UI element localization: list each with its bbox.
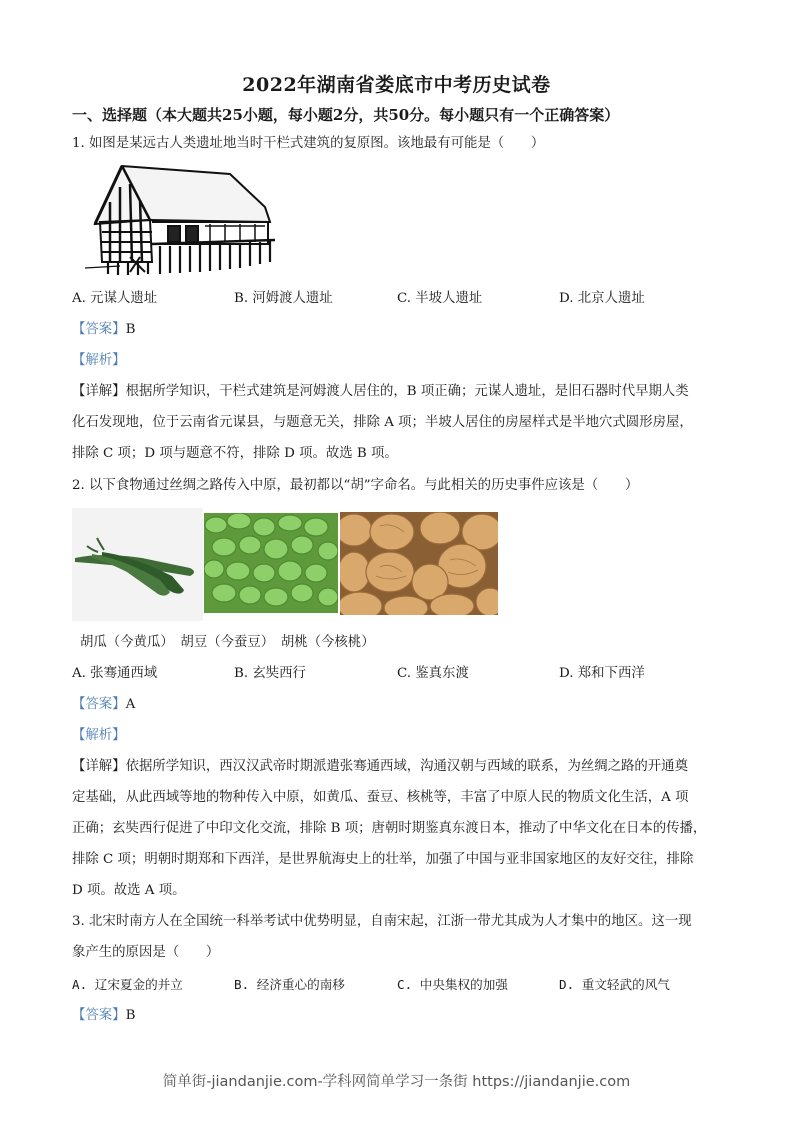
question-1-detail-line-2: 化石发现地，位于云南省元谋县，与题意无关，排除 A 项；半坡人居住的房屋样式是半地穴式圆形房屋，: [72, 415, 693, 430]
section-heading: 一、选择题（本大题共25小题，每小题2分，共50分。每小题只有一个正确答案）: [72, 106, 620, 124]
option-c[interactable]: C. 中央集权的加强: [397, 977, 508, 992]
detail-label: 【详解】: [72, 384, 126, 399]
cucumber-photo: [72, 508, 203, 621]
answer-value: A: [125, 697, 136, 712]
question-1-detail-line-1: 【详解】根据所学知识，干栏式建筑是河姆渡人居住的，B 项正确；元谋人遗址，是旧石器时代早期人类: [72, 384, 689, 399]
question-2-answer: [72, 695, 135, 715]
question-3-stem-line-2: 象产生的原因是（ ）: [72, 945, 220, 960]
question-1-answer: [72, 320, 135, 340]
option-a[interactable]: A. 张骞通西域: [72, 666, 158, 681]
question-3-stem-line-1: 3. 北宋时南方人在全国统一科举考试中优势明显，自南宋起，江浙一带尤其成为人才集中的地区。这一现: [72, 914, 692, 929]
question-1-analysis-label: [72, 351, 126, 371]
option-a[interactable]: A. 元谋人遗址: [72, 291, 158, 306]
answer-label: 【答案】: [72, 697, 126, 712]
answer-value: B: [125, 322, 136, 337]
question-3-answer: [72, 1006, 135, 1026]
detail-label: 【详解】: [72, 759, 126, 774]
option-d[interactable]: D. 重文轻武的风气: [559, 977, 670, 992]
question-2-detail-line-1: 【详解】依据所学知识，西汉汉武帝时期派遣张骞通西域，沟通汉朝与西域的联系，为丝绸之路的开通奠: [72, 759, 688, 774]
option-b[interactable]: B. 河姆渡人遗址: [234, 291, 333, 306]
option-d[interactable]: D. 郑和下西洋: [559, 666, 645, 681]
question-2-detail-line-4: 排除 C 项；明朝时期郑和下西洋，是世界航海史上的壮举，加强了中国与亚非国家地区的友好交往，排除: [72, 852, 694, 867]
question-2-detail-line-2: 定基础，从此西域等地的物种传入中原，如黄瓜、蚕豆、核桃等，丰富了中原人民的物质文化生活，A 项: [72, 790, 689, 805]
option-d[interactable]: D. 北京人遗址: [559, 291, 645, 306]
stilt-house-sketch: [80, 162, 280, 277]
option-b[interactable]: B. 玄奘西行: [234, 666, 306, 681]
analysis-label: 【解析】: [72, 353, 126, 368]
option-c[interactable]: C. 鉴真东渡: [397, 666, 469, 681]
footer-watermark: 简单街-jiandanjie.com-学科网简单学习一条街 https://jiandanjie.com: [162, 1074, 631, 1090]
analysis-label: 【解析】: [72, 728, 126, 743]
question-2-detail-line-5: D 项。故选 A 项。: [72, 883, 186, 898]
answer-value: B: [125, 1008, 136, 1023]
option-a[interactable]: A. 辽宋夏金的并立: [72, 977, 183, 992]
answer-label: 【答案】: [72, 1008, 126, 1023]
option-b[interactable]: B. 经济重心的南移: [234, 977, 345, 992]
answer-label: 【答案】: [72, 322, 126, 337]
question-2-detail-line-3: 正确；玄奘西行促进了中印文化交流，排除 B 项；唐朝时期鉴真东渡日本，推动了中华文化在日本的传播，: [72, 821, 707, 836]
broad-beans-photo: [204, 513, 338, 613]
question-1-stem: 1. 如图是某远古人类遗址地当时干栏式建筑的复原图。该地最有可能是（ ）: [72, 136, 545, 151]
question-2-analysis-label: [72, 726, 126, 746]
walnuts-photo: [340, 512, 498, 615]
question-1-detail-line-3: 排除 C 项；D 项与题意不符，排除 D 项。故选 B 项。: [72, 446, 398, 461]
option-c[interactable]: C. 半坡人遗址: [397, 291, 483, 306]
question-2-stem: 2. 以下食物通过丝绸之路传入中原，最初都以“胡”字命名。与此相关的历史事件应该是（ ）: [72, 478, 639, 493]
food-captions: 胡瓜（今黄瓜） 胡豆（今蚕豆） 胡桃（今核桃）: [80, 635, 375, 650]
page-title: 2022年湖南省娄底市中考历史试卷: [242, 74, 551, 96]
